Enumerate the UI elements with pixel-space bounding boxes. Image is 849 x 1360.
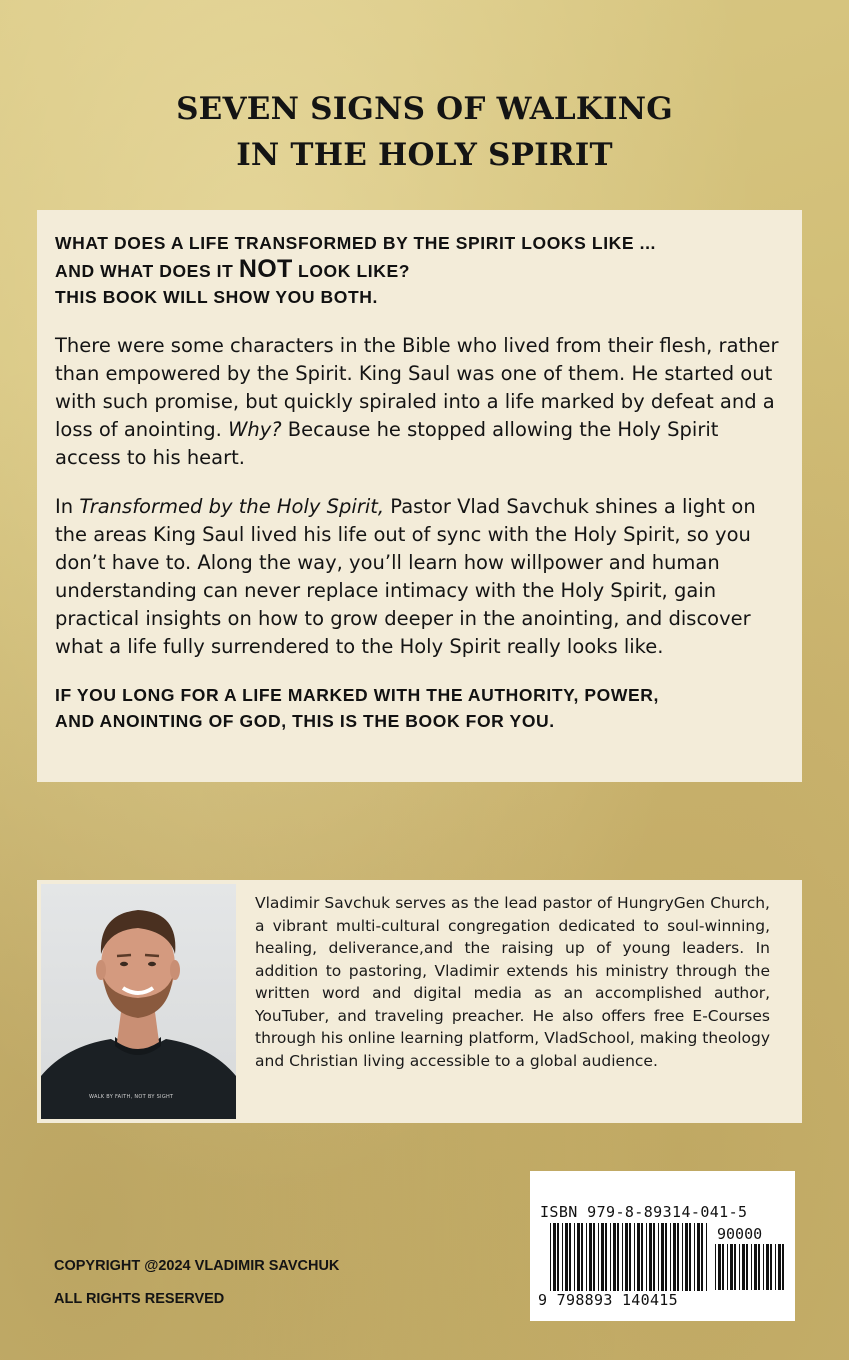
closing-line-1: IF YOU LONG FOR A LIFE MARKED WITH THE AUTHORITY, POWER, [55,685,659,705]
closing-statement [55,682,784,734]
paragraph-2-book-title: Transformed by the Holy Spirit, [79,495,385,518]
intro-line-3: THIS BOOK WILL SHOW YOU BOTH. [55,287,379,307]
paragraph-1-text-a: There were some characters in the Bible who lived from their flesh, rather than empowered by the Spirit. King Saul was one of them. He started out with such promise, but quickly spiraled into a life marked by defeat and a loss of anointing. [55,334,779,441]
isbn-number: ISBN 979-8-89314-041-5 [540,1203,748,1221]
author-panel [37,880,802,1123]
author-portrait-icon [41,884,236,1119]
barcode-box [530,1171,795,1321]
copyright-line: COPYRIGHT @2024 VLADIMIR SAVCHUK [54,1258,340,1274]
author-bio: Vladimir Savchuk serves as the lead pastor of HungryGen Church, a vibrant multi-cultural congregation dedicated to soul-winning, healing, deliverance,and the raising up of young leaders. In addition to pastoring, Vladimir extends his ministry through the written word and digital media as an accomplished author, YouTuber, and traveling preacher. He also offers free E-Courses through his online learning platform, VladSchool, making theology and Christian living accessible to a global audience. [255,894,770,1070]
intro-line-2-end: LOOK LIKE? [292,261,411,281]
barcode-digits: 9 798893 140415 [538,1291,678,1309]
intro-heading [55,230,784,310]
intro-line-1: WHAT DOES A LIFE TRANSFORMED BY THE SPIRIT LOOKS LIKE ... [55,233,657,253]
paragraph-1-text-c: Because he stopped allowing the Holy Spirit access to his heart. [55,418,719,469]
copyright-block [54,1257,339,1323]
description-panel [37,210,802,782]
book-title-line-1: SEVEN SIGNS OF WALKING [176,91,673,127]
price-code: 90000 [717,1225,763,1243]
rights-line: ALL RIGHTS RESERVED [54,1291,225,1307]
intro-line-2 [55,256,784,284]
barcode-icon [550,1223,710,1291]
paragraph-2-text-c: Pastor Vlad Savchuk shines a light on the areas King Saul lived his life out of sync with the Holy Spirit, so you don’t have to. Along the way, you’ll learn how willpower and human understanding can never replace intimacy with the Holy Spirit, gain practical insights on how to grow deeper in the anointing, and discover what a life fully surrendered to the Holy Spirit really looks like. [55,495,756,658]
closing-line-2: AND ANOINTING OF GOD, THIS IS THE BOOK FOR YOU. [55,711,555,731]
paragraph-1-why: Why? [228,418,282,441]
book-title [0,86,849,178]
paragraph-1 [55,332,784,472]
shirt-print: WALK BY FAITH, NOT BY SIGHT [89,1094,174,1100]
paragraph-2-text-a: In [55,495,80,518]
book-title-line-2: IN THE HOLY SPIRIT [236,137,613,173]
intro-line-2-start: AND WHAT DOES IT [55,261,239,281]
author-photo [41,884,236,1119]
paragraph-2 [55,493,784,661]
price-barcode-icon [715,1244,785,1290]
description-body [55,332,784,661]
intro-not-emphasis: NOT [238,255,293,283]
